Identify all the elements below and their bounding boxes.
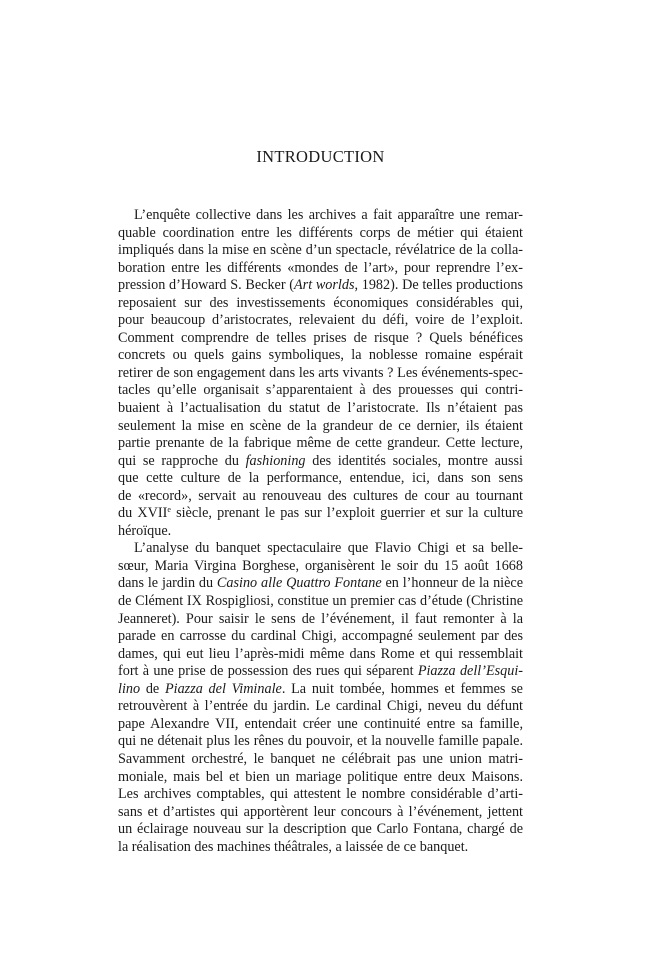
text-line: [118, 453, 523, 471]
text-segment: pression d’Howard S. Becker (: [118, 277, 294, 294]
text-line: [118, 295, 523, 313]
text-segment: Les archives comptables, qui attestent le nombre considérable d’arti-: [118, 786, 523, 803]
text-line: [118, 505, 523, 523]
text-segment: Jeanneret). Pour saisir le sens de l’événement, il faut remonter à la: [118, 610, 523, 627]
text-line: [118, 347, 523, 365]
text-line: [118, 207, 523, 225]
text-line: [118, 225, 523, 243]
superscript: e: [167, 505, 171, 515]
text-segment: retirer de son engagement dans les arts vivants ? Les événements-spec-: [118, 364, 523, 381]
text-line: [118, 400, 523, 418]
text-line: [118, 681, 523, 699]
text-line: [118, 593, 523, 611]
text-line: [118, 575, 523, 593]
text-segment: un éclairage nouveau sur la description que Carlo Fontana, chargé de: [118, 821, 523, 838]
text-segment: tacles qu’elle organisait s’apparentaient à des prouesses qui contri-: [118, 382, 523, 399]
italic-text: Casino alle Quattro Fontane: [216, 575, 382, 592]
italic-text: Piazza dell’Esqui-: [417, 663, 523, 680]
text-line: [118, 382, 523, 400]
text-line: [118, 418, 523, 436]
text-segment: qui ne détenait plus les rênes du pouvoir, et la nouvelle famille papale.: [118, 733, 523, 750]
text-segment: qui se rapproche du: [118, 452, 246, 469]
italic-text: fashioning: [245, 452, 306, 469]
text-segment: sans et d’artistes qui apportèrent leur concours à l’événement, jettent: [118, 803, 523, 820]
body-text: [118, 207, 523, 856]
text-segment: L’enquête collective dans les archives a fait apparaître une remar-: [134, 207, 523, 223]
text-segment: reposaient sur des investissements économiques considérables qui,: [118, 294, 523, 311]
text-line: [118, 558, 523, 576]
text-segment: seulement la mise en scène de la grandeur de ce dernier, ils étaient: [118, 417, 523, 434]
text-segment: des identités sociales, montre aussi: [305, 452, 523, 469]
text-line: [118, 769, 523, 787]
text-line: [118, 488, 523, 506]
italic-text: Art worlds: [294, 277, 355, 294]
text-segment: buaient à l’actualisation du statut de l’aristocrate. Ils n’étaient pas: [118, 400, 523, 417]
text-segment: fort à une prise de possession des rues qui séparent: [118, 663, 418, 680]
text-line: [118, 733, 523, 751]
text-segment: en l’honneur de la nièce: [381, 575, 523, 592]
text-segment: impliqués dans la mise en scène d’un spectacle, révélatrice de la colla-: [118, 242, 523, 259]
text-segment: Savamment orchestré, le banquet ne célébrait pas une union matri-: [118, 750, 523, 767]
text-line: [118, 330, 523, 348]
chapter-heading: INTRODUCTION: [256, 147, 385, 166]
text-line: [118, 523, 523, 541]
text-line: [118, 540, 523, 558]
text-line: [118, 821, 523, 839]
text-segment: que cette culture de la performance, entendue, ici, dans son sens: [118, 470, 523, 487]
text-line: [118, 663, 523, 681]
text-line: [118, 839, 523, 857]
text-line: [118, 242, 523, 260]
text-line: [118, 646, 523, 664]
text-line: [118, 716, 523, 734]
text-line: [118, 628, 523, 646]
text-segment: concrets ou quels gains symboliques, la noblesse romaine espérait: [118, 347, 523, 364]
text-segment: de Clément IX Rospigliosi, constitue un premier cas d’étude (Christine: [118, 593, 523, 610]
text-line: [118, 751, 523, 769]
text-segment: sœur, Maria Virgina Borghese, organisèrent le soir du 15 août 1668: [118, 557, 523, 574]
text-segment: la réalisation des machines théâtrales, a laissée de ce banquet.: [118, 838, 469, 855]
text-segment: moniale, mais bel et bien un mariage politique entre deux Maisons.: [118, 768, 523, 785]
text-line: [118, 470, 523, 488]
text-segment: siècle, prenant le pas sur l’exploit guerrier et sur la culture: [170, 505, 523, 522]
text-line: [118, 611, 523, 629]
text-line: [118, 804, 523, 822]
text-segment: quable coordination entre les différents corps de métier qui étaient: [118, 224, 523, 241]
text-line: [118, 698, 523, 716]
text-line: [118, 260, 523, 278]
text-segment: pour beaucoup d’aristocrates, relevaient du défi, voire de l’exploit.: [118, 312, 523, 329]
italic-text: lino: [118, 680, 141, 697]
text-segment: L’analyse du banquet spectaculaire que Flavio Chigi et sa belle-: [134, 540, 523, 557]
text-segment: de: [140, 680, 165, 697]
text-line: [118, 786, 523, 804]
text-segment: retrouvèrent à l’entrée du jardin. Le cardinal Chigi, neveu du défunt: [118, 698, 523, 715]
text-segment: parade en carrosse du cardinal Chigi, accompagné seulement par des: [118, 628, 523, 645]
text-segment: dames, qui eut lieu l’après-midi même dans Rome et qui ressemblait: [118, 645, 523, 662]
text-segment: . La nuit tombée, hommes et femmes se: [281, 680, 523, 697]
text-segment: du XVII: [118, 505, 168, 522]
text-segment: , 1982). De telles productions: [354, 277, 524, 294]
text-line: [118, 312, 523, 330]
text-segment: boration entre les différents «mondes de l’art», pour reprendre l’ex-: [118, 259, 523, 276]
italic-text: Piazza del Viminale: [164, 680, 282, 697]
text-line: [118, 277, 523, 295]
text-line: [118, 435, 523, 453]
text-segment: Comment comprendre de telles prises de risque ? Quels bénéfices: [118, 329, 523, 346]
text-segment: pape Alexandre VII, entendait créer une continuité entre sa famille,: [118, 715, 523, 732]
text-segment: partie prenante de la fabrique même de cette grandeur. Cette lecture,: [118, 435, 523, 452]
text-segment: héroïque.: [118, 522, 172, 539]
text-segment: dans le jardin du: [118, 575, 217, 592]
text-line: [118, 365, 523, 383]
text-segment: de «record», servait au renouveau des cultures de cour au tournant: [118, 487, 523, 504]
